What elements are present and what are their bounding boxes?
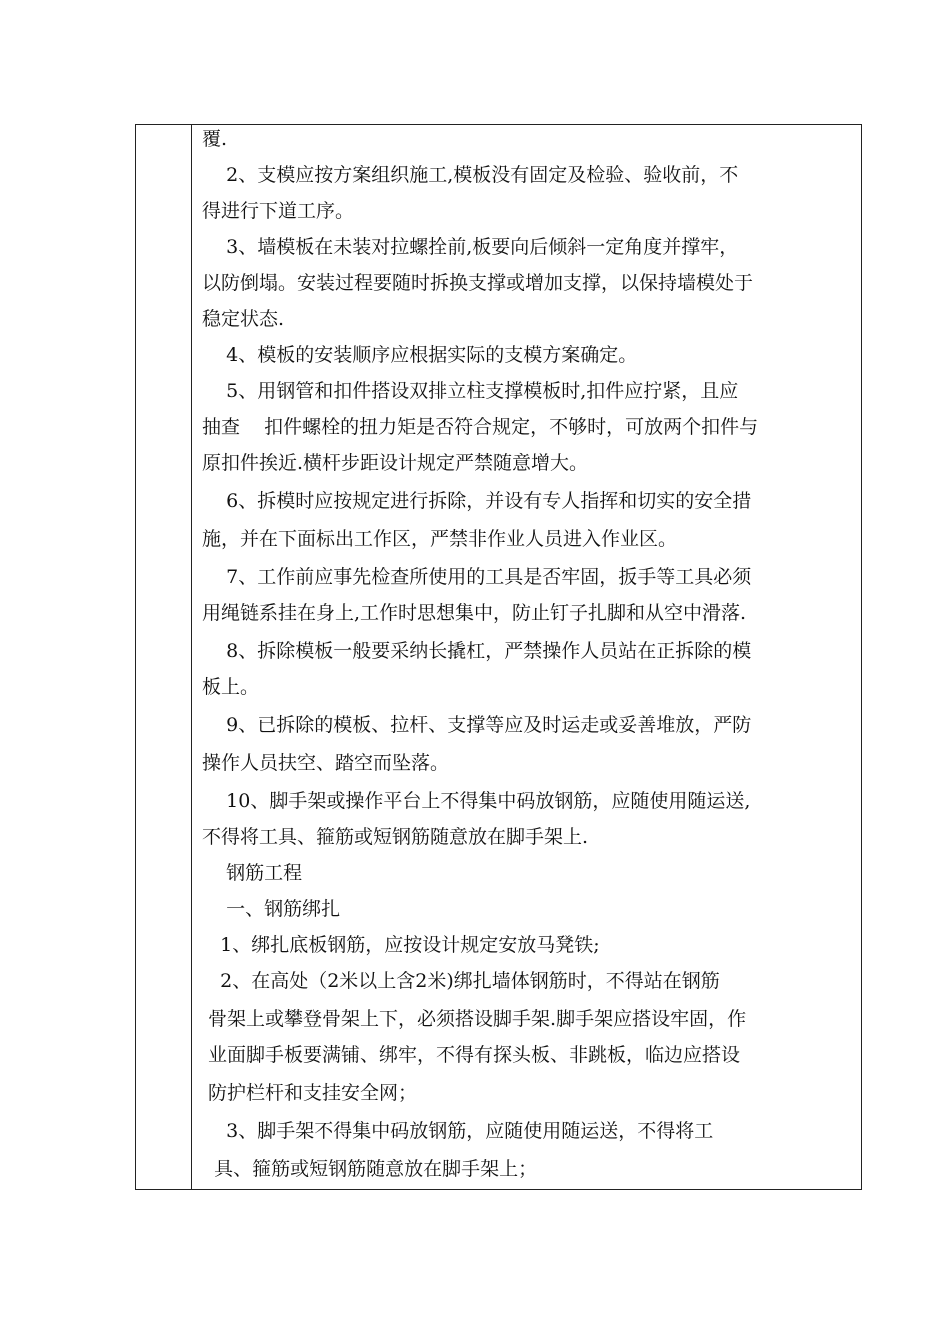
document-table [135,124,862,1190]
text-line: 施，并在下面标出工作区，严禁非作业人员进入作业区。 [202,528,678,550]
text-line: 8、拆除模板一般要采纳长撬杠，严禁操作人员站在正拆除的模 [202,640,752,662]
content-cell [202,125,849,1189]
text-line: 5、用钢管和扣件搭设双排立柱支撑模板时,扣件应拧紧，且应 [202,380,739,402]
section-heading: 钢筋工程 [202,862,303,884]
text-line: 不得将工具、箍筋或短钢筋随意放在脚手架上. [202,826,589,848]
text-line: 抽查 扣件螺栓的扭力矩是否符合规定，不够时，可放两个扣件与 [202,416,759,438]
subsection-heading: 一、钢筋绑扎 [202,898,341,920]
text-line: 10、脚手架或操作平台上不得集中码放钢筋，应随使用随运送, [202,790,751,812]
text-line: 以防倒塌。安装过程要随时拆换支撑或增加支撑，以保持墙模处于 [202,272,754,294]
text-line: 6、拆模时应按规定进行拆除，并设有专人指挥和切实的安全措 [202,490,752,512]
text-line: 操作人员扶空、踏空而坠落。 [202,752,450,774]
text-line: 7、工作前应事先检查所使用的工具是否牢固，扳手等工具必须 [202,566,752,588]
text-line: 3、墙模板在未装对拉螺拴前,板要向后倾斜一定角度并撑牢， [202,236,739,258]
text-line: 得进行下道工序。 [202,200,355,222]
text-line: 3、脚手架不得集中码放钢筋，应随使用随运送，不得将工 [202,1120,714,1142]
text-line: 具、箍筋或短钢筋随意放在脚手架上； [202,1158,538,1180]
text-line: 稳定状态. [202,308,285,330]
text-line: 用绳链系挂在身上,工作时思想集中，防止钉子扎脚和从空中滑落. [202,602,747,624]
text-line: 防护栏杆和支挂安全网； [202,1082,418,1104]
text-line: 2、支模应按方案组织施工,模板没有固定及检验、验收前，不 [202,164,739,186]
text-line: 1、绑扎底板钢筋，应按设计规定安放马凳铁; [202,934,600,956]
text-line: 9、已拆除的模板、拉杆、支撑等应及时运走或妥善堆放，严防 [202,714,752,736]
text-line: 业面脚手板要满铺、绑牢，不得有探头板、非跳板，临边应搭设 [202,1044,741,1066]
text-line: 原扣件挨近.横杆步距设计规定严禁随意增大。 [202,452,589,474]
text-line: 4、模板的安装顺序应根据实际的支模方案确定。 [202,344,638,366]
text-line: 板上。 [202,676,260,698]
text-line: 骨架上或攀登骨架上下，必须搭设脚手架.脚手架应搭设牢固，作 [202,1008,747,1030]
column-divider [191,125,192,1189]
text-line: 2、在高处（2米以上含2米)绑扎墙体钢筋时，不得站在钢筋 [202,970,720,992]
text-line: 覆. [202,128,228,150]
